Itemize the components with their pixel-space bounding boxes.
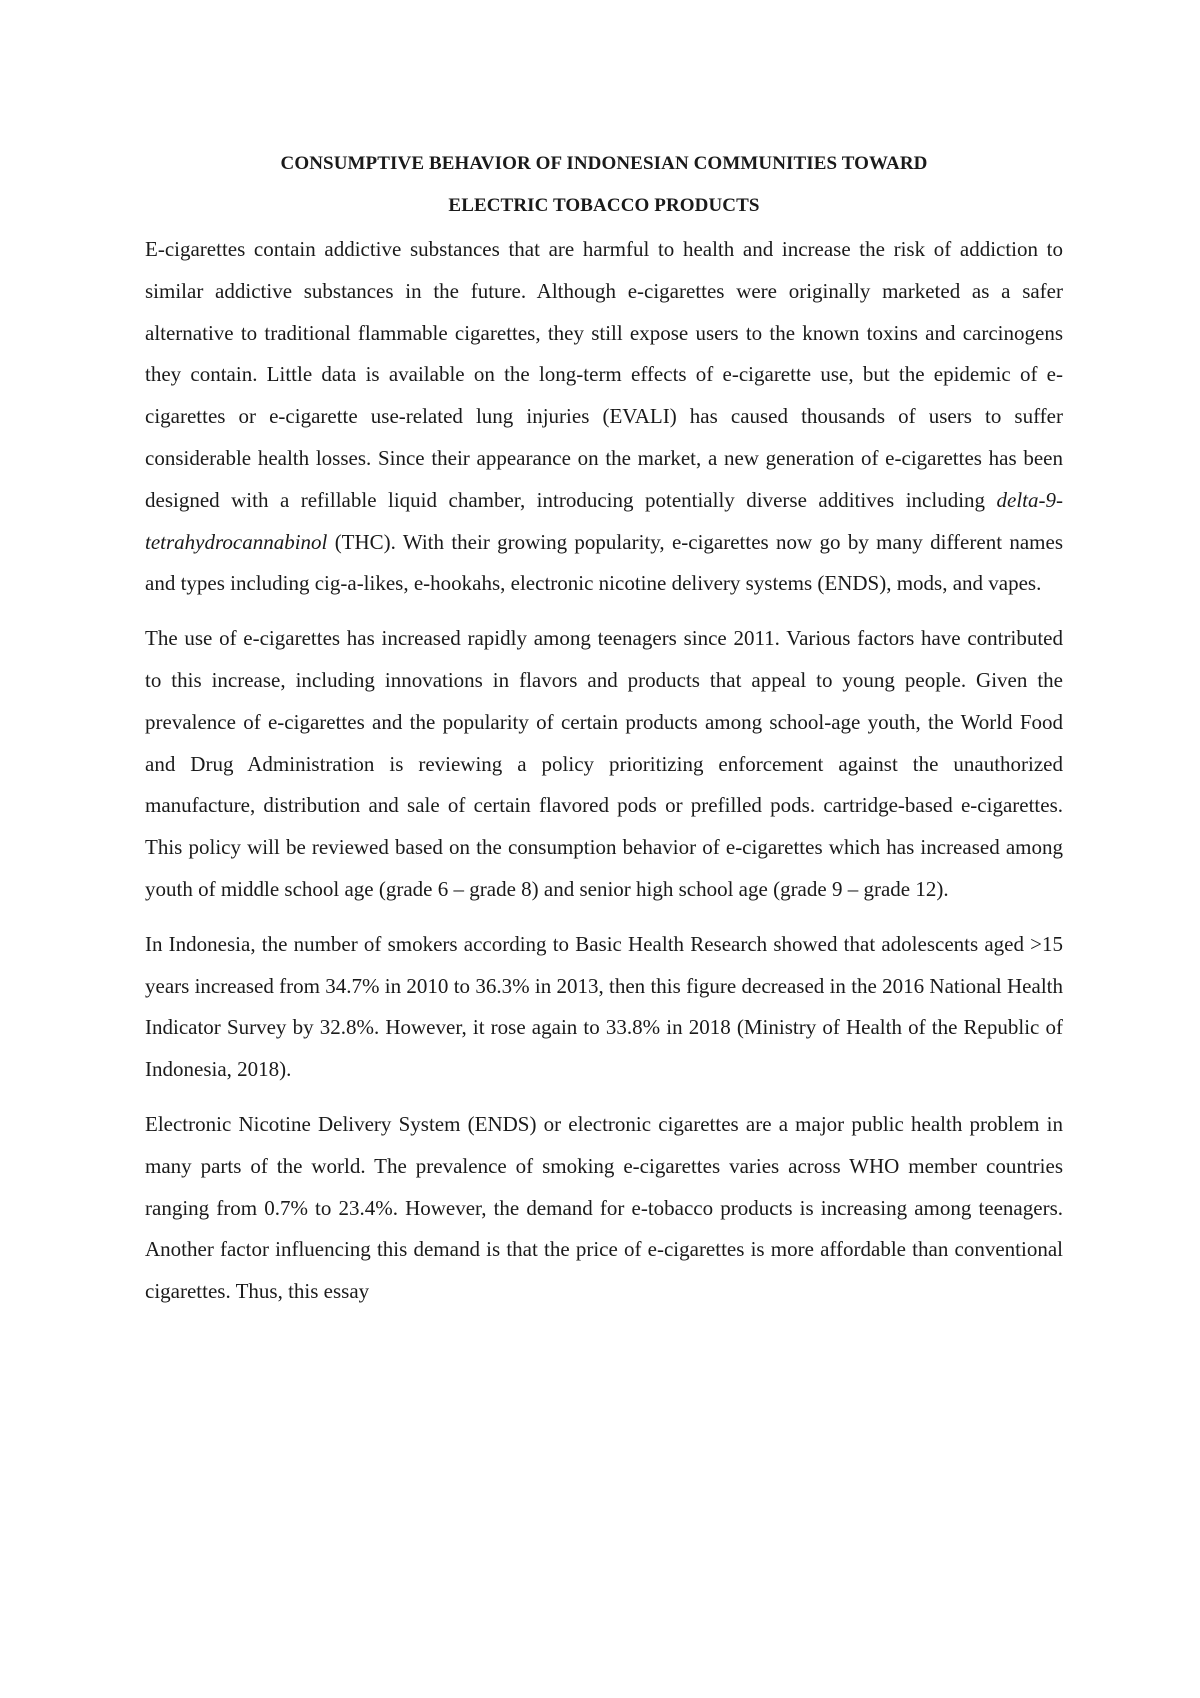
paragraph-1 (145, 229, 1063, 605)
paragraph-2: The use of e-cigarettes has increased rapidly among teenagers since 2011. Various factors have contributed to this increase, including innovations in flavors and products that appeal to young people. Given the prevalence of e-cigarettes and the popularity of certain products among school-age youth, the World Food and Drug Administration is reviewing a policy prioritizing enforcement against the unauthorized manufacture, distribution and sale of certain flavored pods or prefilled pods. cartridge-based e-cigarettes. This policy will be reviewed based on the consumption behavior of e-cigarettes which has increased among youth of middle school age (grade 6 – grade 8) and senior high school age (grade 9 – grade 12). (145, 626, 1063, 901)
document-title (145, 143, 1063, 227)
document-page (145, 143, 1063, 1326)
title-line-1: CONSUMPTIVE BEHAVIOR OF INDONESIAN COMMUNITIES TOWARD (280, 153, 928, 174)
paragraph-1-italic-term: delta-9-tetrahydrocannabinol (145, 487, 1063, 554)
paragraph-4: Electronic Nicotine Delivery System (ENDS) or electronic cigarettes are a major public health problem in many parts of the world. The prevalence of smoking e-cigarettes varies across WHO member countries ranging from 0.7% to 23.4%. However, the demand for e-tobacco products is increasing among teenagers. Another factor influencing this demand is that the price of e-cigarettes is more affordable than conventional cigarettes. Thus, this essay (145, 1111, 1063, 1304)
paragraph-1-text-a: E-cigarettes contain addictive substances that are harmful to health and increase the risk of addiction to similar addictive substances in the future. Although e-cigarettes were originally marketed as a safer alternative to traditional flammable cigarettes, they still expose users to the known toxins and carcinogens they contain. Little data is available on the long-term effects of e-cigarette use, but the epidemic of e-cigarettes or e-cigarette use-related lung injuries (EVALI) has caused thousands of users to suffer considerable health losses. Since their appearance on the market, a new generation of e-cigarettes has been designed with a refillable liquid chamber, introducing potentially diverse additives including (145, 237, 1063, 512)
paragraph-1-text-b: (THC). With their growing popularity, e-cigarettes now go by many different names and types including cig-a-likes, e-hookahs, electronic nicotine delivery systems (ENDS), mods, and vapes. (145, 529, 1063, 596)
paragraph-3: In Indonesia, the number of smokers according to Basic Health Research showed that adolescents aged >15 years increased from 34.7% in 2010 to 36.3% in 2013, then this figure decreased in the 2016 National Health Indicator Survey by 32.8%. However, it rose again to 33.8% in 2018 (Ministry of Health of the Republic of Indonesia, 2018). (145, 931, 1063, 1082)
title-line-2: ELECTRIC TOBACCO PRODUCTS (448, 195, 760, 216)
